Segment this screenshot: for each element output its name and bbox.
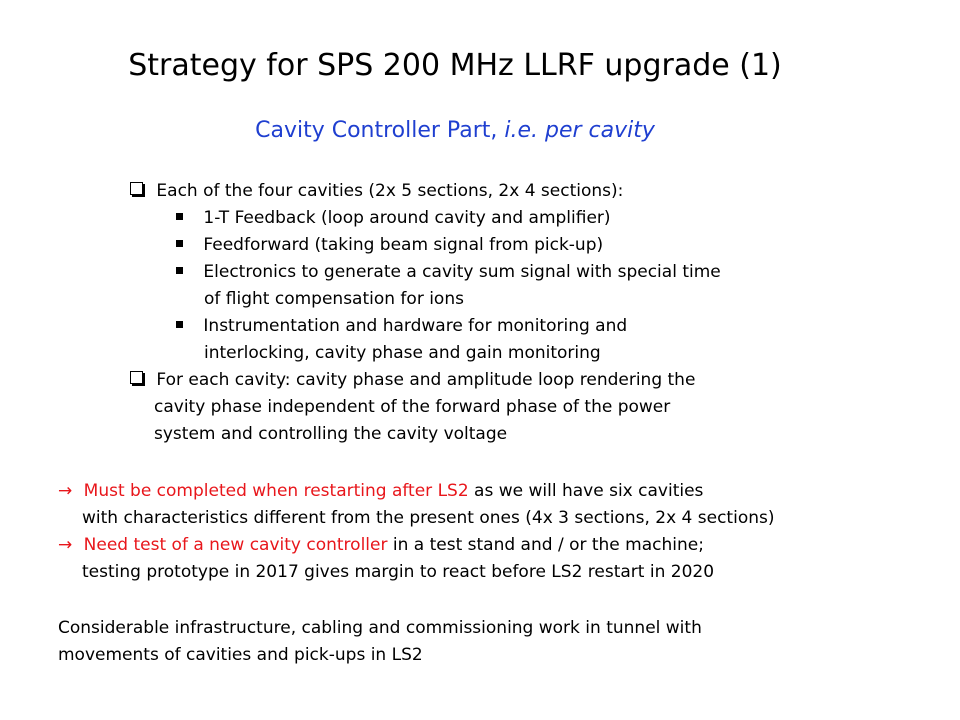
sub-bullet-3-text: Electronics to generate a cavity sum signal with special time <box>203 262 721 282</box>
footer-line-2: movements of cavities and pick-ups in LS2 <box>58 645 423 665</box>
sub-bullet-3-line2: of flight compensation for ions <box>204 289 464 309</box>
square-bullet-icon <box>176 240 183 247</box>
slide-title: Strategy for SPS 200 MHz LLRF upgrade (1) <box>128 48 782 83</box>
arrow-right-icon: → <box>58 481 73 501</box>
sub-bullet-1-text: 1-T Feedback (loop around cavity and amplifier) <box>203 208 611 228</box>
subtitle-main: Cavity Controller Part, <box>255 118 505 143</box>
sub-bullet-4 <box>176 313 627 340</box>
slide-subtitle <box>0 118 910 143</box>
bullet-2 <box>130 367 695 394</box>
note-2-text: in a test stand and / or the machine; <box>387 535 704 555</box>
sub-bullet-2-text: Feedforward (taking beam signal from pick-up) <box>203 235 604 255</box>
bullet-2-text: For each cavity: cavity phase and amplitude loop rendering the <box>156 370 696 390</box>
bullet-1 <box>130 178 623 205</box>
sub-bullet-4-text: Instrumentation and hardware for monitoring and <box>203 316 628 336</box>
bullet-1-text: Each of the four cavities (2x 5 sections, 2x 4 sections): <box>156 181 624 201</box>
arrow-right-icon: → <box>58 535 73 555</box>
note-1-line2: with characteristics different from the present ones (4x 3 sections, 2x 4 sections) <box>82 508 775 528</box>
note-2-highlight: Need test of a new cavity controller <box>83 535 388 555</box>
sub-bullet-2 <box>176 232 603 259</box>
checkbox-bullet-icon <box>130 371 143 384</box>
square-bullet-icon <box>176 267 183 274</box>
sub-bullet-4-line2: interlocking, cavity phase and gain monitoring <box>204 343 601 363</box>
sub-bullet-3 <box>176 259 721 286</box>
bullet-2-line2: cavity phase independent of the forward phase of the power <box>154 397 671 417</box>
checkbox-bullet-icon <box>130 182 143 195</box>
note-2 <box>58 532 704 559</box>
note-1-highlight: Must be completed when restarting after LS2 <box>83 481 469 501</box>
note-2-line2: testing prototype in 2017 gives margin to react before LS2 restart in 2020 <box>82 562 715 582</box>
note-1 <box>58 478 703 505</box>
sub-bullet-1 <box>176 205 611 232</box>
subtitle-emphasis: i.e. per cavity <box>504 118 655 143</box>
footer-line-1: Considerable infrastructure, cabling and commissioning work in tunnel with <box>58 618 702 638</box>
note-1-text: as we will have six cavities <box>468 481 704 501</box>
bullet-2-line3: system and controlling the cavity voltage <box>154 424 508 444</box>
square-bullet-icon <box>176 213 183 220</box>
square-bullet-icon <box>176 321 183 328</box>
